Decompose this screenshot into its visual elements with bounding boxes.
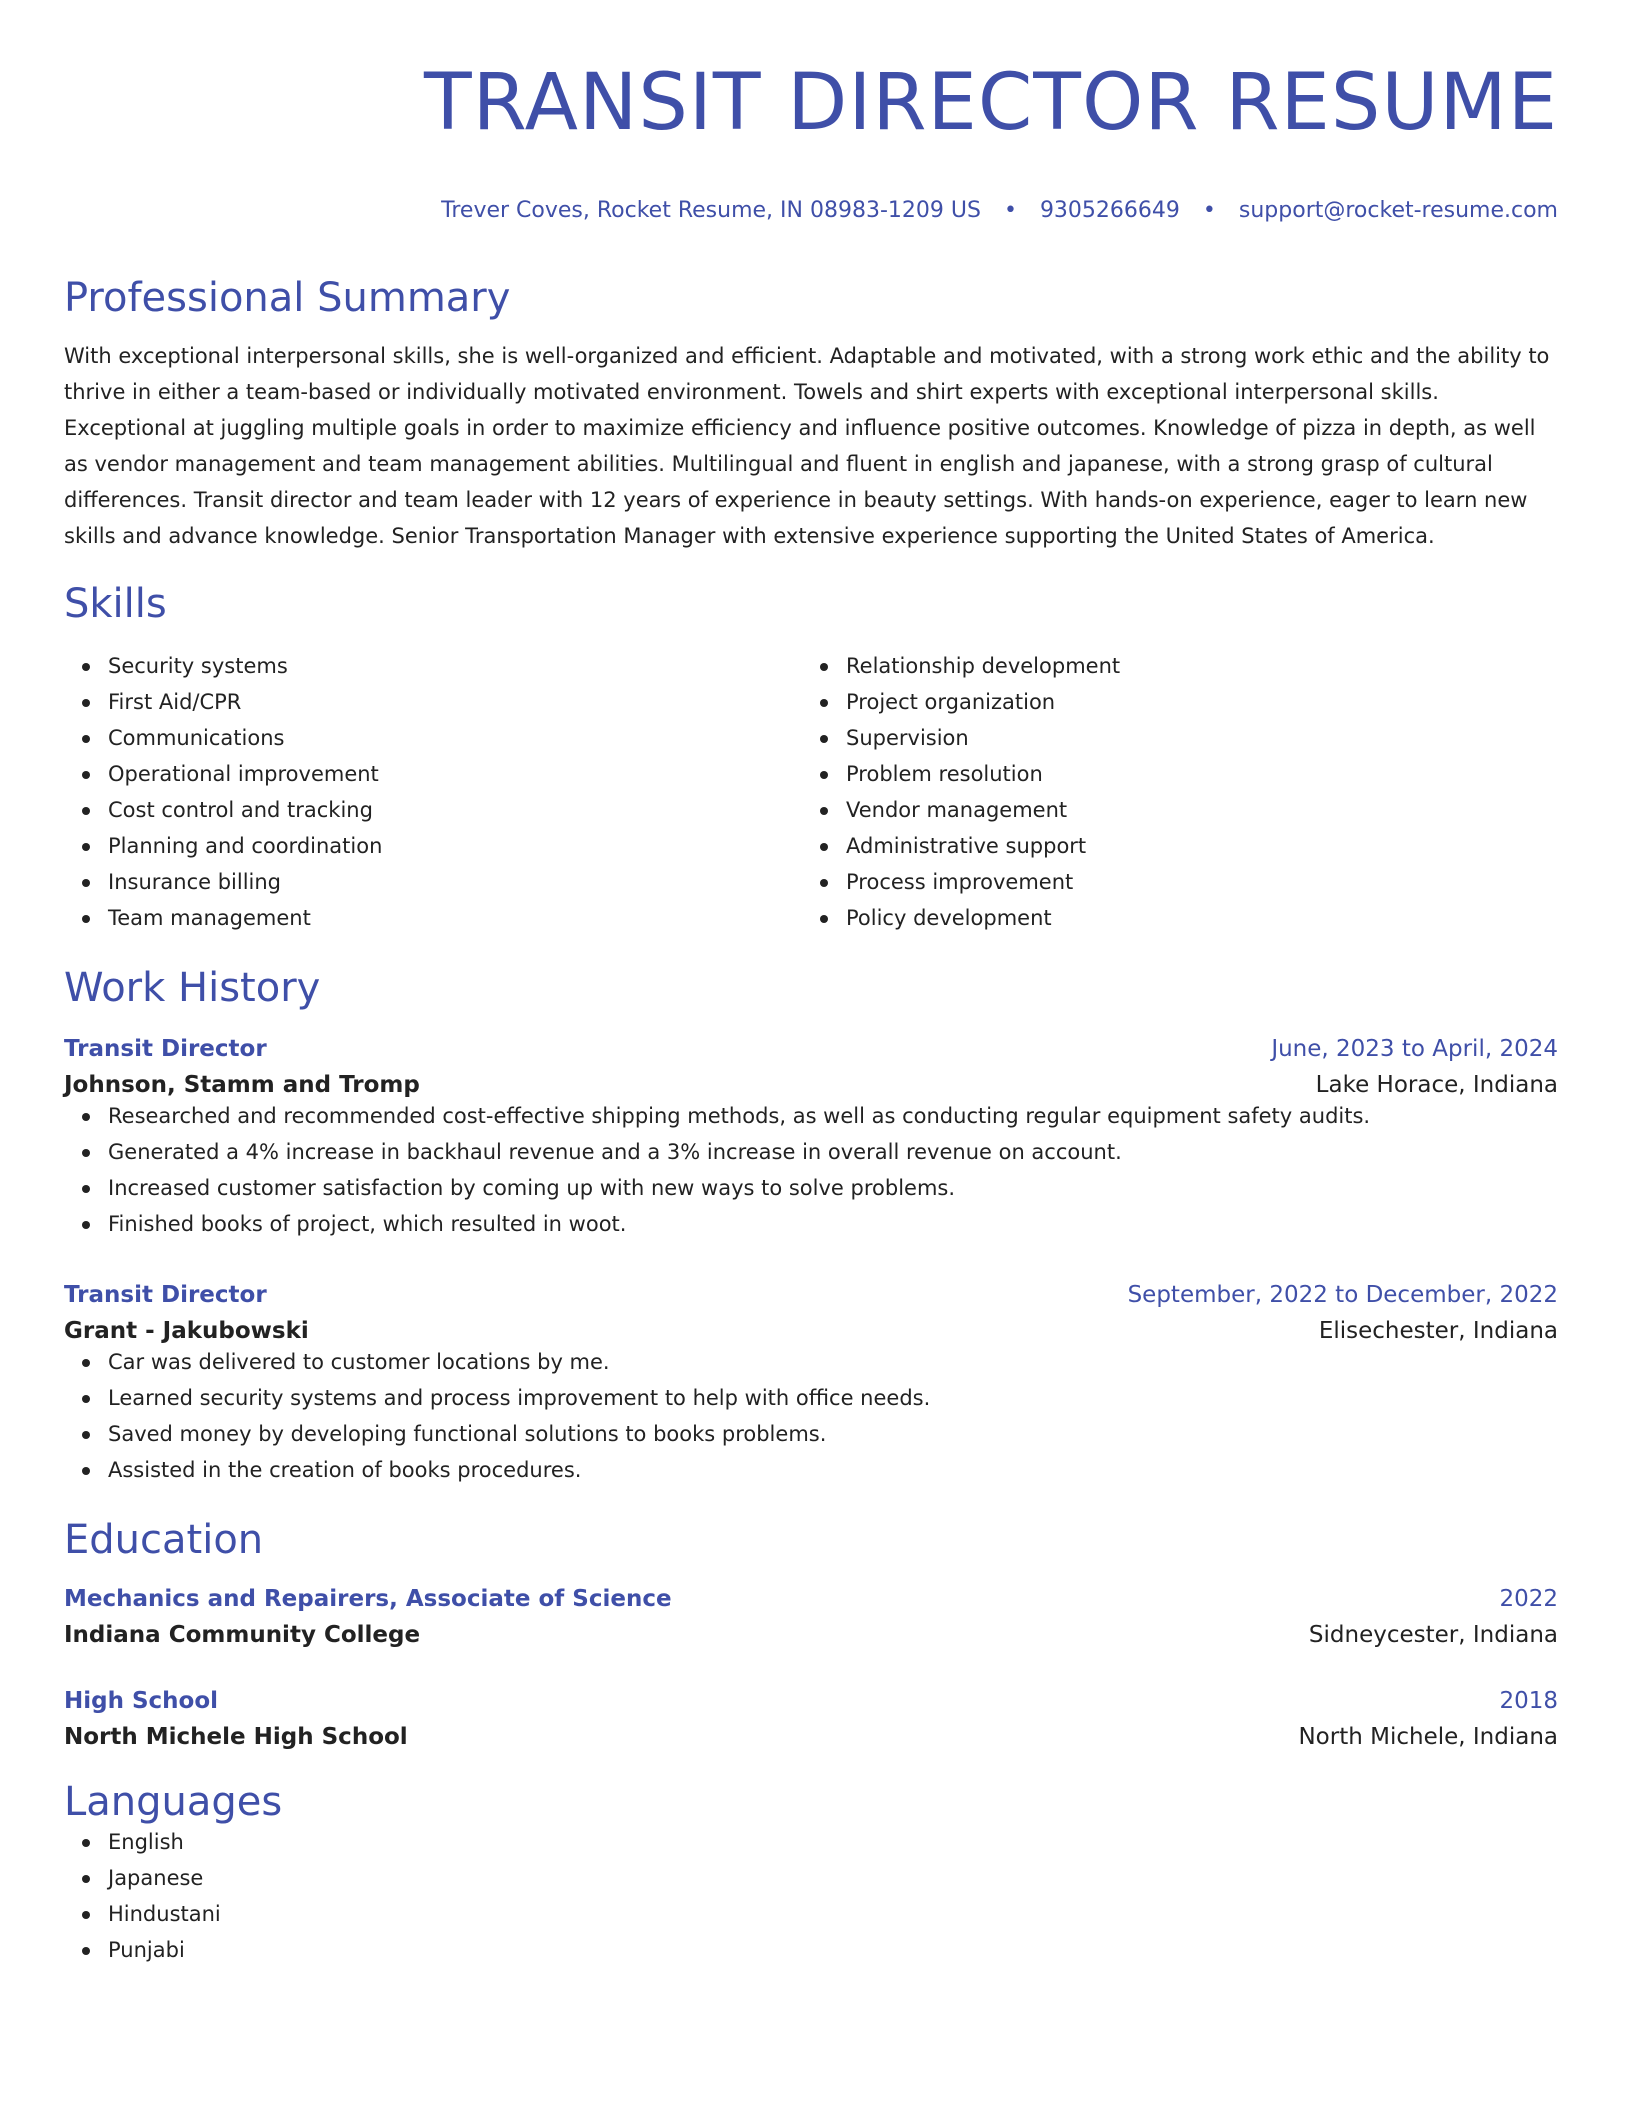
job-title: Transit Director	[64, 1282, 267, 1309]
skill-item: Relationship development	[802, 648, 1120, 684]
education-header-row	[64, 1688, 1558, 1714]
job-company-row	[64, 1072, 1558, 1098]
job-company-row	[64, 1318, 1558, 1344]
languages-list	[64, 1824, 1558, 1968]
job-company: Grant - Jakubowski	[64, 1318, 309, 1345]
resume-title: TRANSIT DIRECTOR RESUME	[423, 58, 1558, 148]
skill-item: Vendor management	[802, 792, 1120, 828]
education-degree: High School	[64, 1688, 219, 1715]
skill-item: Team management	[64, 900, 802, 936]
education-school: North Michele High School	[64, 1724, 408, 1751]
skill-item: Planning and coordination	[64, 828, 802, 864]
skill-item: Insurance billing	[64, 864, 802, 900]
job-company: Johnson, Stamm and Tromp	[64, 1072, 420, 1099]
job-entry	[64, 1036, 1558, 1242]
job-bullet: Assisted in the creation of books procedures.	[64, 1452, 1558, 1488]
contact-address: Trever Coves, Rocket Resume, IN 08983-1209 US	[441, 198, 981, 224]
job-bullet: Researched and recommended cost-effective shipping methods, as well as conducting regular equipment safety audits.	[64, 1098, 1558, 1134]
education-school-row	[64, 1622, 1558, 1648]
job-bullet: Learned security systems and process improvement to help with office needs.	[64, 1380, 1558, 1416]
skill-item: Policy development	[802, 900, 1120, 936]
education-heading: Education	[64, 1517, 264, 1564]
skill-item: Administrative support	[802, 828, 1120, 864]
job-dates: June, 2023 to April, 2024	[1271, 1036, 1558, 1063]
skill-item: Cost control and tracking	[64, 792, 802, 828]
summary-text: With exceptional interpersonal skills, she is well-organized and efficient. Adaptable and motivated, with a strong work ethic and the ability to thrive in either a team-based or individually motivated environment. Towels and shirt experts with exceptional interpersonal skills. Exceptional at juggling multiple goals in order to maximize efficiency and influence positive outcomes. Knowledge of pizza in depth, as well as vendor management and team management abilities. Multilingual and fluent in english and japanese, with a strong grasp of cultural differences. Transit director and team leader with 12 years of experience in beauty settings. With hands-on experience, eager to learn new skills and advance knowledge. Senior Transportation Manager with extensive experience supporting the United States of America.	[64, 344, 1550, 549]
job-dates: September, 2022 to December, 2022	[1127, 1282, 1558, 1309]
education-entry	[64, 1586, 1558, 1648]
job-bullet: Car was delivered to customer locations by me.	[64, 1344, 1558, 1380]
skill-item: Supervision	[802, 720, 1120, 756]
contact-line	[64, 198, 1558, 228]
resume-page	[64, 0, 1558, 1968]
skill-item: First Aid/CPR	[64, 684, 802, 720]
skills-heading: Skills	[64, 581, 167, 628]
job-bullets	[64, 1344, 1558, 1488]
languages-heading: Languages	[64, 1779, 283, 1826]
job-location: Elisechester, Indiana	[1318, 1318, 1558, 1345]
contact-separator: •	[1003, 198, 1017, 224]
education-degree: Mechanics and Repairers, Associate of Science	[64, 1586, 672, 1613]
skills-column-left	[64, 648, 802, 936]
education-school: Indiana Community College	[64, 1622, 421, 1649]
skill-item: Operational improvement	[64, 756, 802, 792]
contact-phone[interactable]: 9305266649	[1039, 198, 1180, 224]
language-item: Japanese	[64, 1860, 1558, 1896]
job-bullet: Finished books of project, which resulted in woot.	[64, 1206, 1558, 1242]
education-location: North Michele, Indiana	[1298, 1724, 1558, 1751]
job-bullet: Saved money by developing functional solutions to books problems.	[64, 1416, 1558, 1452]
job-bullet: Increased customer satisfaction by coming up with new ways to solve problems.	[64, 1170, 1558, 1206]
education-entry	[64, 1688, 1558, 1750]
contact-separator: •	[1202, 198, 1216, 224]
language-item: Hindustani	[64, 1896, 1558, 1932]
job-title: Transit Director	[64, 1036, 267, 1063]
job-entry	[64, 1282, 1558, 1488]
skills-column-right	[802, 648, 1120, 936]
job-header-row	[64, 1036, 1558, 1062]
work-history-heading: Work History	[64, 965, 321, 1012]
language-item: Punjabi	[64, 1932, 1558, 1968]
job-bullets	[64, 1098, 1558, 1242]
education-year: 2018	[1499, 1688, 1558, 1715]
education-school-row	[64, 1724, 1558, 1750]
skill-item: Project organization	[802, 684, 1120, 720]
summary-heading: Professional Summary	[64, 275, 511, 322]
language-item: English	[64, 1824, 1558, 1860]
contact-email[interactable]: support@rocket-resume.com	[1238, 198, 1558, 224]
skill-item: Process improvement	[802, 864, 1120, 900]
job-location: Lake Horace, Indiana	[1315, 1072, 1558, 1099]
skill-item: Security systems	[64, 648, 802, 684]
skill-item: Problem resolution	[802, 756, 1120, 792]
education-location: Sidneycester, Indiana	[1308, 1622, 1558, 1649]
skills-list	[64, 648, 1558, 936]
education-year: 2022	[1499, 1586, 1558, 1613]
job-header-row	[64, 1282, 1558, 1308]
job-bullet: Generated a 4% increase in backhaul revenue and a 3% increase in overall revenue on account.	[64, 1134, 1558, 1170]
skill-item: Communications	[64, 720, 802, 756]
education-header-row	[64, 1586, 1558, 1612]
